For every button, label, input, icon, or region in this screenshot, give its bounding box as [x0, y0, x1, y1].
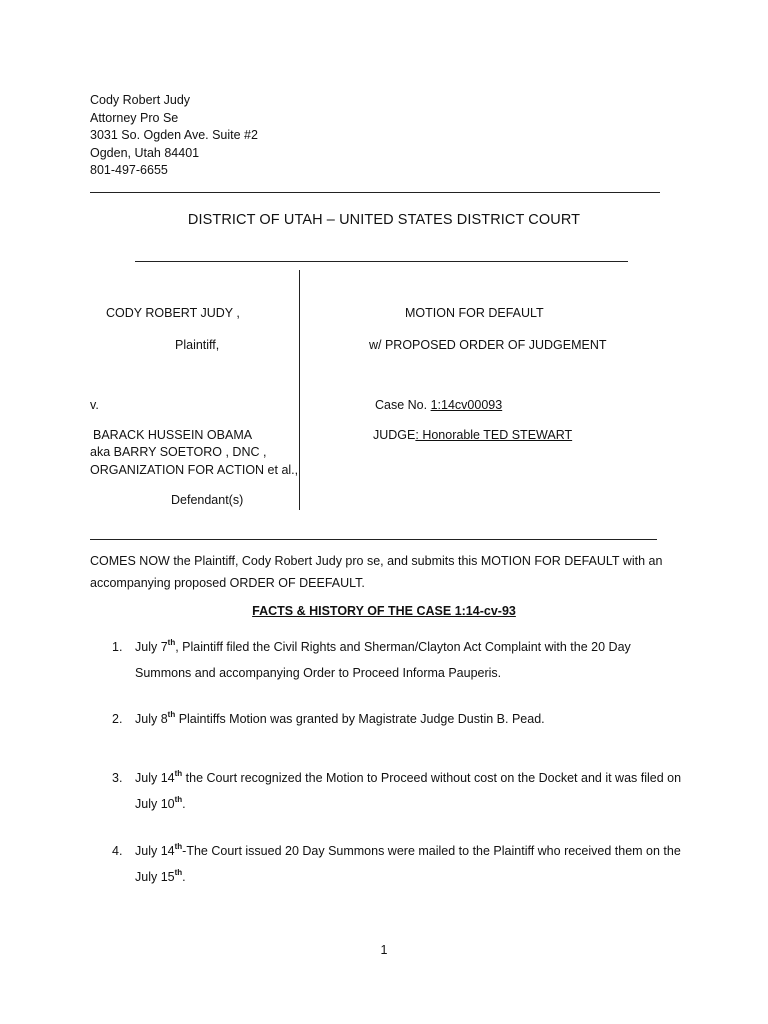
fact-date: July 14	[135, 844, 175, 858]
fact-body: the Court recognized the Motion to Proceed without cost on the Docket and it was filed on July	[135, 771, 682, 811]
facts-heading	[0, 604, 768, 618]
fact-body: -The Court issued 20 Day Summons were mailed to the Plaintiff who received them on the July	[135, 844, 681, 884]
judge-name: : Honorable TED STEWART	[415, 428, 573, 442]
intro-paragraph: COMES NOW the Plaintiff, Cody Robert Judy pro se, and submits this MOTION FOR DEFAULT with an accompanying proposed ORDER OF DEEFAULT.	[90, 554, 663, 590]
attorney-address-line1: 3031 So. Ogden Ave. Suite #2	[90, 128, 258, 142]
fact-text	[135, 765, 685, 817]
fact-date2-suffix: th	[174, 867, 183, 877]
header-divider	[90, 192, 660, 193]
plaintiff-label: Plaintiff,	[175, 338, 220, 352]
fact-date: July 8	[135, 712, 168, 726]
defendant-line3: ORGANIZATION FOR ACTION et al.,	[90, 463, 299, 477]
attorney-role: Attorney Pro Se	[90, 111, 179, 125]
fact-date-suffix: th	[174, 768, 183, 778]
fact-date-suffix: th	[167, 709, 176, 719]
attorney-address-line2: Ogden, Utah 84401	[90, 146, 200, 160]
fact-date: July 7	[135, 640, 168, 654]
fact-number: 1.	[112, 640, 123, 654]
defendant-label: Defendant(s)	[171, 493, 244, 507]
motion-subtitle: w/ PROPOSED ORDER OF JUDGEMENT	[369, 338, 607, 352]
fact-date2-suffix: th	[174, 794, 183, 804]
page-number: 1	[380, 943, 388, 957]
fact-text	[135, 838, 685, 890]
defendant-line1: BARACK HUSSEIN OBAMA	[93, 428, 253, 442]
versus-label: v.	[90, 398, 99, 412]
fact-number: 4.	[112, 844, 123, 858]
case-number-line	[375, 397, 502, 414]
attorney-phone: 801-497-6655	[90, 163, 168, 177]
defendant-line2: aka BARRY SOETORO , DNC ,	[90, 445, 267, 459]
fact-date2: 15	[160, 870, 175, 884]
fact-number: 2.	[112, 712, 123, 726]
fact-body-end: .	[182, 797, 186, 811]
facts-heading-text: FACTS & HISTORY OF THE CASE 1:14-cv-93	[252, 604, 516, 618]
judge-line	[373, 427, 572, 444]
plaintiff-name: CODY ROBERT JUDY ,	[106, 306, 240, 320]
judge-label: JUDGE	[373, 428, 416, 442]
caption-bottom-divider	[90, 539, 657, 540]
attorney-name: Cody Robert Judy	[90, 93, 191, 107]
fact-date2: 10	[160, 797, 175, 811]
fact-date-suffix: th	[167, 637, 176, 647]
case-number: 1:14cv00093	[430, 398, 503, 412]
fact-body-end: .	[182, 870, 186, 884]
court-title: DISTRICT OF UTAH – UNITED STATES DISTRICT COURT	[187, 212, 581, 228]
case-label: Case No.	[375, 398, 431, 412]
fact-date: July 14	[135, 771, 175, 785]
motion-title: MOTION FOR DEFAULT	[405, 306, 544, 320]
fact-number: 3.	[112, 771, 123, 785]
fact-date-suffix: th	[174, 841, 183, 851]
fact-body: , Plaintiff filed the Civil Rights and Sherman/Clayton Act Complaint with the 20 Day Summons and accompanying Order to Proceed Informa Pauperis.	[135, 640, 631, 680]
fact-body: Plaintiffs Motion was granted by Magistrate Judge Dustin B. Pead.	[175, 712, 545, 726]
fact-text	[135, 706, 685, 732]
court-title-divider	[135, 261, 628, 262]
caption-divider	[299, 270, 300, 510]
fact-text	[135, 634, 685, 686]
